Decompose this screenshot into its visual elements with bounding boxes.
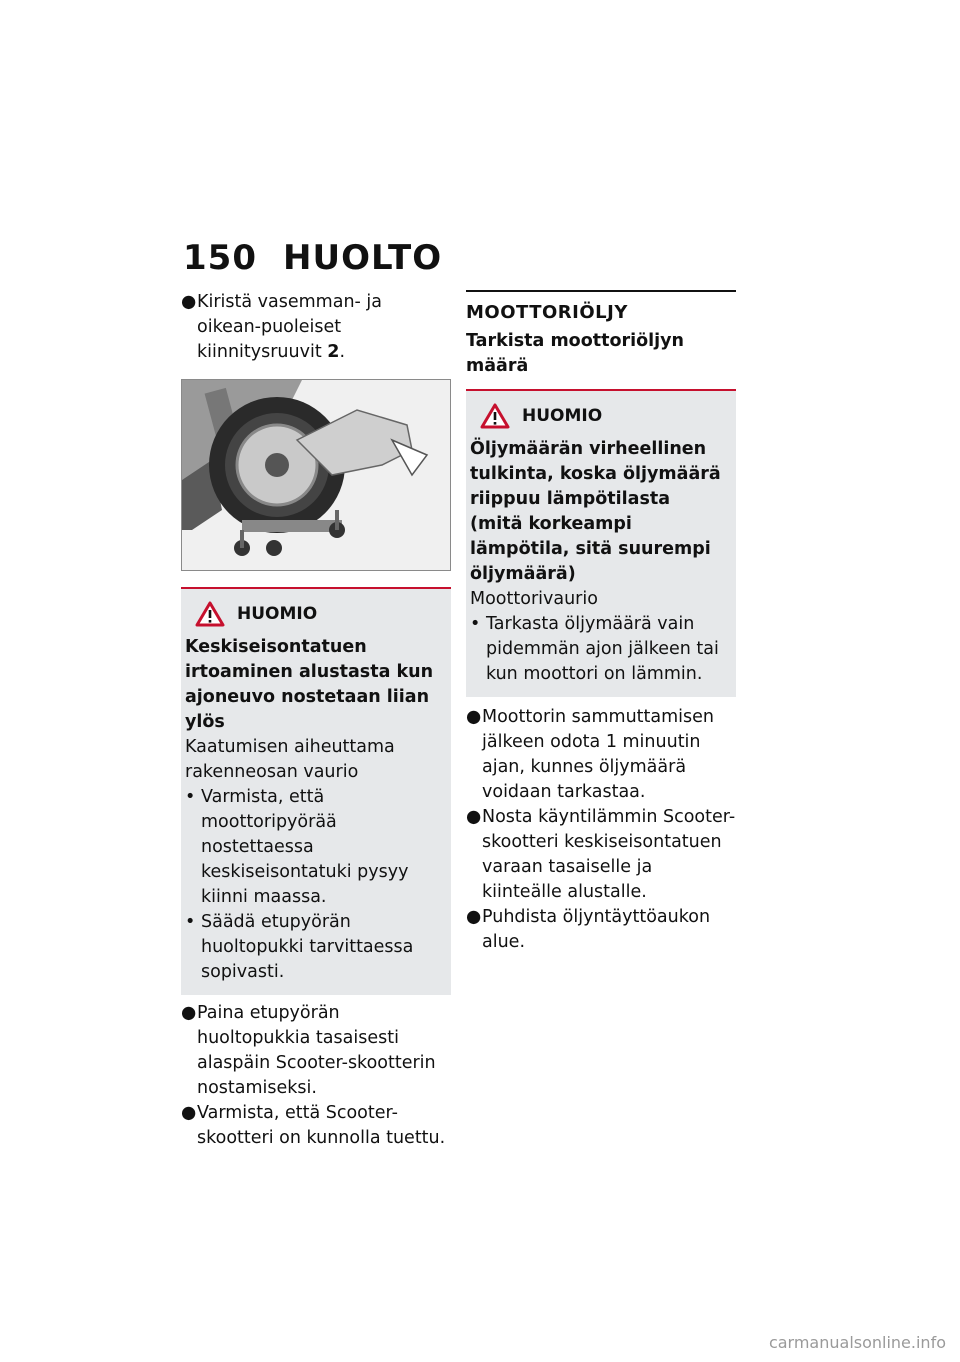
bullet-text: Paina etupyörän huoltopukkia tasaisesti alaspäin Scooter-skootterin nostamiseksi.	[197, 1003, 436, 1098]
warning-triangle-icon	[480, 403, 510, 429]
notice-box	[181, 587, 451, 995]
bullet-icon: ●	[181, 292, 197, 312]
bullet-text: Puhdista öljyntäyttöaukon alue.	[482, 907, 711, 952]
list-item	[466, 905, 736, 955]
front-wheel-stand-illustration	[181, 379, 451, 571]
bullet-icon: ●	[181, 1003, 197, 1023]
notice-item: • Tarkasta öljymäärä vain pidemmän ajon jälkeen tai kun moottori on lämmin.	[470, 614, 719, 684]
bullet-icon: ●	[181, 1103, 197, 1123]
notice-title: HUOMIO	[237, 603, 318, 624]
watermark-text: carmanualsonline.info	[768, 1333, 946, 1352]
notice-consequence: Moottorivaurio	[470, 589, 598, 609]
notice-consequence: Kaatumisen aiheuttama rakenneosan vaurio	[185, 737, 395, 782]
bullet-icon: ●	[466, 907, 482, 927]
notice-item: • Säädä etupyörän huoltopukki tarvittaessa sopivasti.	[185, 912, 414, 982]
bullet-text: Kiristä vasemman- ja oikean-puoleiset kiinnitysruuvit	[197, 292, 382, 362]
bullet-text: Moottorin sammuttamisen jälkeen odota 1 minuutin ajan, kunnes öljymäärä voidaan tarkastaa.	[482, 707, 715, 802]
bullet-icon: •	[185, 787, 196, 807]
page-number: 150	[183, 238, 257, 278]
notice-item: • Varmista, että moottoripyörää nostettaessa keskiseisontatuki pysyy kiinni maassa.	[185, 787, 409, 907]
page-header	[183, 238, 442, 278]
section-subtitle: Tarkista moottoriöljyn määrä	[466, 331, 684, 376]
notice-header	[470, 403, 728, 429]
bullet-text: Varmista, että Scooter-skootteri on kunnolla tuettu.	[197, 1103, 446, 1148]
notice-heading: Keskiseisontatuen irtoaminen alustasta kun ajoneuvo nostetaan liian ylös	[185, 637, 434, 732]
left-column	[181, 290, 451, 1151]
list-item	[181, 1001, 451, 1101]
list-item	[466, 705, 736, 805]
reference-number: 2	[327, 342, 340, 362]
notice-title: HUOMIO	[522, 405, 603, 426]
list-item	[466, 805, 736, 905]
right-column	[466, 290, 736, 955]
section-title: HUOLTO	[283, 238, 443, 278]
warning-triangle-icon	[195, 601, 225, 627]
notice-heading: Öljymäärän virheellinen tulkinta, koska öljymäärä riippuu lämpötilasta (mitä korkeampi lämpötila, sitä suurempi öljymäärä)	[470, 439, 721, 584]
list-item: ● Kiristä vasemman- ja oikean-puoleiset kiinnitysruuvit 2.	[181, 292, 382, 362]
bullet-icon: ●	[466, 807, 482, 827]
bullet-icon: •	[185, 912, 196, 932]
bullet-icon: ●	[466, 707, 482, 727]
bullet-text: Nosta käyntilämmin Scooter-skootteri keskiseisontatuen varaan tasaiselle ja kiinteälle alustalle.	[482, 807, 736, 902]
notice-header	[185, 601, 443, 627]
notice-box	[466, 389, 736, 697]
section-divider	[466, 290, 736, 292]
illustration-image	[182, 380, 450, 570]
section-heading: MOOTTORIÖLJY	[466, 302, 628, 323]
list-item	[181, 1101, 451, 1151]
bullet-icon: •	[470, 614, 481, 634]
